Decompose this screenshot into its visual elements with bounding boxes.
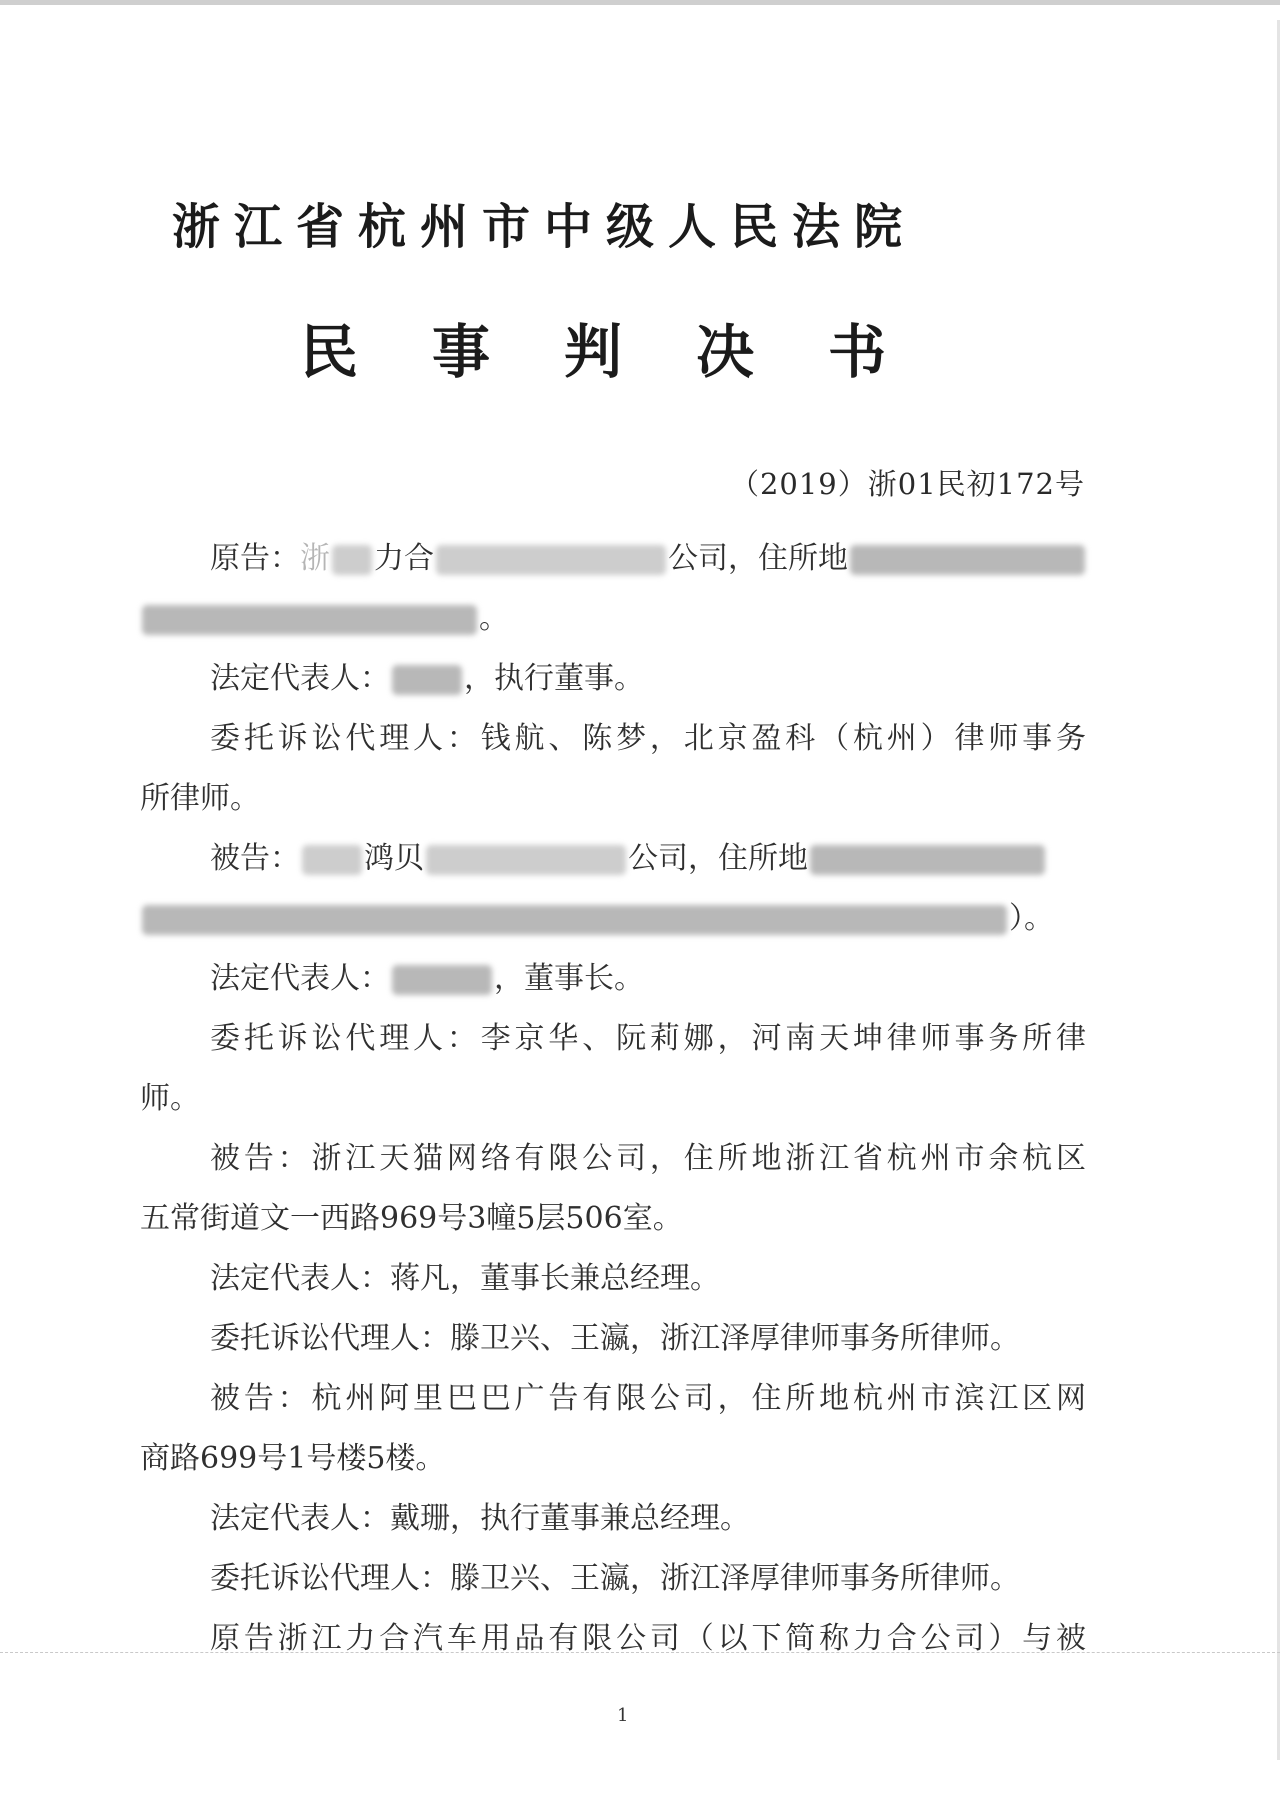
plaintiff-agent-line-1: 委托诉讼代理人：钱航、陈梦，北京盈科（杭州）律师事务 xyxy=(210,721,1086,756)
redaction-block xyxy=(142,905,1007,935)
defendant1-rep xyxy=(210,953,644,997)
defendant2-line-1: 被告：浙江天猫网络有限公司，住所地浙江省杭州市余杭区 xyxy=(210,1141,1086,1176)
plaintiff-agent-line-2: 所律师。 xyxy=(140,781,260,816)
defendant1-agent-line-2: 师。 xyxy=(140,1081,200,1116)
redaction-block xyxy=(392,965,492,995)
redaction-block xyxy=(436,545,666,575)
defendant3-line-1: 被告：杭州阿里巴巴广告有限公司，住所地杭州市滨江区网 xyxy=(210,1381,1086,1416)
defendant2-agent: 委托诉讼代理人：滕卫兴、王瀛，浙江泽厚律师事务所律师。 xyxy=(210,1321,1020,1356)
defendant3-rep: 法定代表人：戴珊，执行董事兼总经理。 xyxy=(210,1501,750,1536)
rep-prefix: 法定代表人： xyxy=(210,661,390,696)
plaintiff-frag-1: 浙 xyxy=(300,541,330,576)
plaintiff-frag-4: 。 xyxy=(479,601,509,636)
redaction-block xyxy=(392,665,462,695)
redaction-block xyxy=(810,845,1045,875)
defendant1-frag-1: 鸿贝 xyxy=(364,841,424,876)
scan-fold-line xyxy=(0,1652,1280,1654)
summary-line: 原告浙江力合汽车用品有限公司（以下简称力合公司）与被 xyxy=(210,1621,1086,1656)
plaintiff-frag-2: 力合 xyxy=(374,541,434,576)
defendant1-frag-2: 公司，住所地 xyxy=(628,841,808,876)
page-number: 1 xyxy=(617,1705,629,1726)
defendant2-rep: 法定代表人：蒋凡，董事长兼总经理。 xyxy=(210,1261,720,1296)
plaintiff-frag-3: 公司，住所地 xyxy=(668,541,848,576)
defendant1-agent-line-1: 委托诉讼代理人：李京华、阮莉娜，河南天坤律师事务所律 xyxy=(210,1021,1086,1056)
redaction-block xyxy=(850,545,1085,575)
rep-prefix: 法定代表人： xyxy=(210,961,390,996)
case-number: （2019）浙01民初172号 xyxy=(729,467,1085,501)
defendant1-line-2 xyxy=(140,893,1054,937)
redaction-block xyxy=(332,545,372,575)
defendant1-prefix: 被告： xyxy=(210,841,300,876)
plaintiff-rep xyxy=(210,653,644,697)
plaintiff-line-1 xyxy=(210,533,1087,577)
redaction-block xyxy=(142,605,477,635)
plaintiff-line-2 xyxy=(140,593,509,637)
defendant3-line-2: 商路699号1号楼5楼。 xyxy=(140,1441,446,1476)
defendant2-line-2: 五常街道文一西路969号3幢5层506室。 xyxy=(140,1201,683,1236)
defendant1-line-1 xyxy=(210,833,1047,877)
rep-suffix: ，执行董事。 xyxy=(464,661,644,696)
redaction-block xyxy=(302,845,362,875)
defendant1-frag-3: ）。 xyxy=(1009,901,1054,936)
redaction-block xyxy=(426,845,626,875)
document-title: 民事判决书 xyxy=(300,318,961,386)
plaintiff-prefix: 原告： xyxy=(210,541,300,576)
court-name: 浙江省杭州市中级人民法院 xyxy=(172,199,917,255)
defendant3-agent: 委托诉讼代理人：滕卫兴、王瀛，浙江泽厚律师事务所律师。 xyxy=(210,1561,1020,1596)
rep-suffix: ，董事长。 xyxy=(494,961,644,996)
scan-edge-top xyxy=(0,0,1280,5)
